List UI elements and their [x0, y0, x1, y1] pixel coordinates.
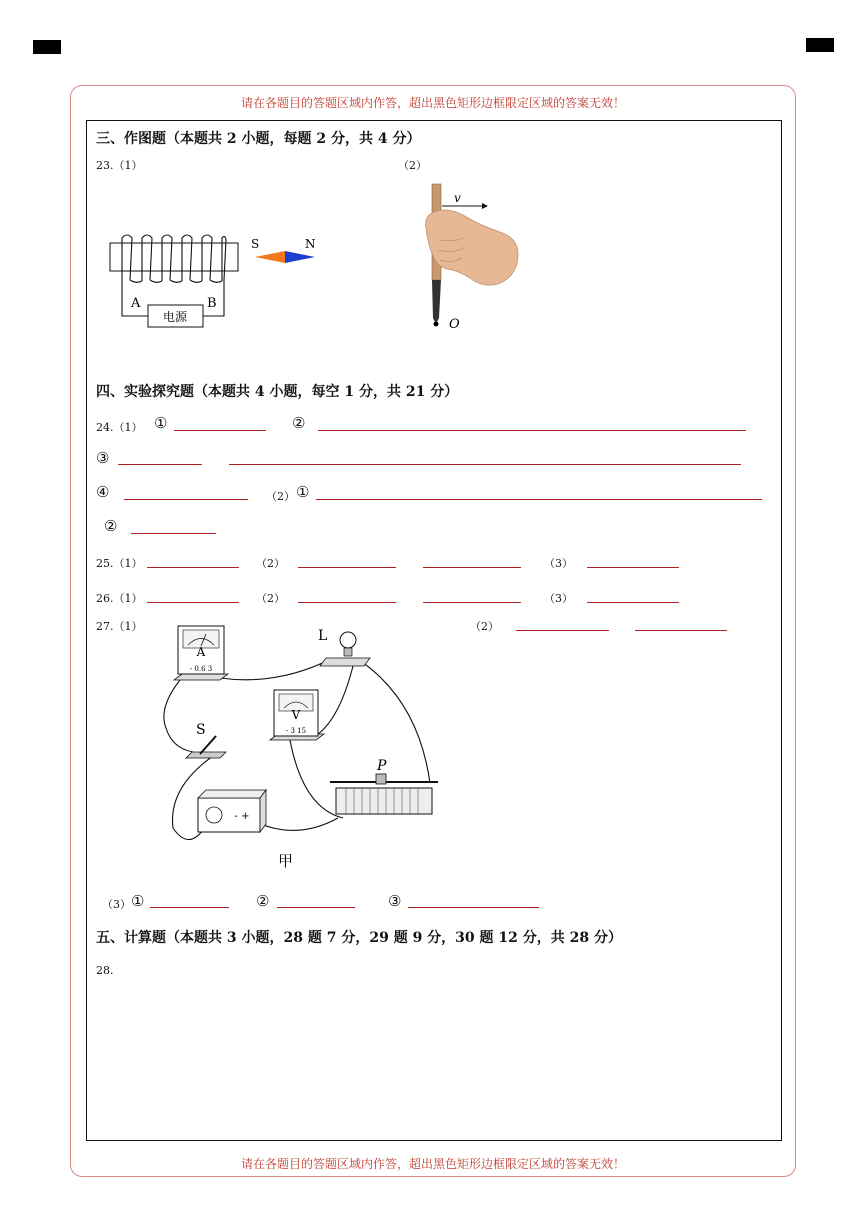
q27-blank-2[interactable] [635, 630, 727, 631]
section-4-title: 四、实验探究题（本题共 4 小题，每空 1 分，共 21 分） [96, 384, 459, 400]
ammeter-scale-label: - 0.6 3 [189, 665, 213, 673]
q25-part2-label: （2） [256, 557, 285, 570]
wire [258, 818, 338, 830]
solenoid-figure [100, 228, 330, 338]
battery [198, 790, 266, 832]
q24-part2-blank-1-number: ① [296, 483, 310, 501]
compass-needle-south [255, 251, 285, 263]
q28-label: 28. [96, 964, 114, 977]
wire [290, 740, 343, 818]
circuit-figure [158, 618, 448, 878]
q25-blank-3[interactable] [423, 567, 521, 568]
q25-part3-label: （3） [544, 557, 573, 570]
hand-brush-figure [420, 180, 530, 332]
wire [164, 680, 193, 752]
q27-part3-blank-3[interactable] [408, 907, 539, 908]
voltmeter [270, 690, 324, 740]
q24-blank-1[interactable] [174, 430, 266, 431]
power-source-label: 电源 [162, 310, 188, 324]
q25-blank-4[interactable] [587, 567, 679, 568]
q24-blank-2-number: ② [292, 414, 306, 432]
notice-bottom: 请在各题目的答题区域内作答，超出黑色矩形边框限定区域的答案无效！ [240, 1157, 625, 1171]
q24-blank-4-number: ④ [96, 483, 110, 501]
q25-label: 25.（1） [96, 557, 143, 570]
section-5-title: 五、计算题（本题共 3 小题，28 题 7 分，29 题 9 分，30 题 12 分，共 28 分） [96, 930, 622, 946]
rheostat [330, 758, 438, 814]
terminal-a-label: A [131, 296, 141, 311]
q24-part2-label: （2） [266, 490, 295, 503]
figure-caption: 甲 [278, 852, 294, 870]
switch-s-label: S [196, 722, 206, 738]
corner-marker-left [33, 40, 61, 54]
compass-needle-north [285, 251, 315, 263]
ammeter-a-label: A [196, 645, 206, 659]
terminal-b-label: B [207, 296, 217, 311]
voltmeter-v-label: V [291, 708, 301, 722]
q26-blank-4[interactable] [587, 602, 679, 603]
q27-part3-blank-1[interactable] [150, 907, 229, 908]
rheostat-p-label: P [377, 758, 387, 774]
q27-part3-blank-2[interactable] [277, 907, 355, 908]
q28-answer-area[interactable] [96, 985, 772, 1135]
q27-part3-blank-1-number: ① [131, 892, 145, 910]
compass-n-label: N [305, 237, 316, 251]
battery-terminal-label: - + [234, 811, 250, 822]
q24-part2-blank-2-number: ② [104, 517, 118, 535]
q25-blank-1[interactable] [147, 567, 239, 568]
q27-label: 27.（1） [96, 620, 143, 633]
q24-blank-3[interactable] [118, 464, 202, 465]
brush-tip [432, 280, 441, 322]
switch [186, 722, 226, 758]
q27-part3-blank-3-number: ③ [388, 892, 402, 910]
q25-blank-2[interactable] [298, 567, 396, 568]
q26-label: 26.（1） [96, 592, 143, 605]
q27-blank-1[interactable] [516, 630, 609, 631]
q24-blank-2[interactable] [318, 430, 746, 431]
q24-blank-4[interactable] [124, 499, 248, 500]
notice-top: 请在各题目的答题区域内作答，超出黑色矩形边框限定区域的答案无效！ [240, 96, 625, 110]
lamp [318, 628, 370, 666]
wire [356, 658, 430, 783]
corner-marker-right [806, 38, 834, 52]
q24-part2-blank-1[interactable] [316, 499, 762, 500]
q26-blank-1[interactable] [147, 602, 239, 603]
q24-label: 24.（1） [96, 421, 143, 434]
q26-part3-label: （3） [544, 592, 573, 605]
q26-blank-2[interactable] [298, 602, 396, 603]
q24-blank-3-number: ③ [96, 449, 110, 467]
q24-part2-blank-2[interactable] [131, 533, 216, 534]
q26-part2-label: （2） [256, 592, 285, 605]
q27-part3-blank-2-number: ② [256, 892, 270, 910]
q23-label: 23.（1） [96, 159, 143, 172]
velocity-label: v [454, 191, 461, 205]
q27-part3-label: （3） [102, 898, 131, 911]
q24-blank-1-number: ① [154, 414, 168, 432]
q26-blank-3[interactable] [423, 602, 521, 603]
q24-blank-3b[interactable] [229, 464, 741, 465]
section-3-title: 三、作图题（本题共 2 小题，每题 2 分，共 4 分） [96, 131, 421, 147]
compass-s-label: S [251, 237, 260, 251]
lamp-l-label: L [318, 628, 328, 644]
q23-part2-label: （2） [398, 159, 427, 172]
wire [220, 658, 333, 680]
point-o-label: O [449, 317, 460, 332]
q27-part2-label: （2） [470, 620, 499, 633]
voltmeter-scale-label: - 3 15 [285, 727, 307, 735]
ammeter [174, 626, 228, 680]
